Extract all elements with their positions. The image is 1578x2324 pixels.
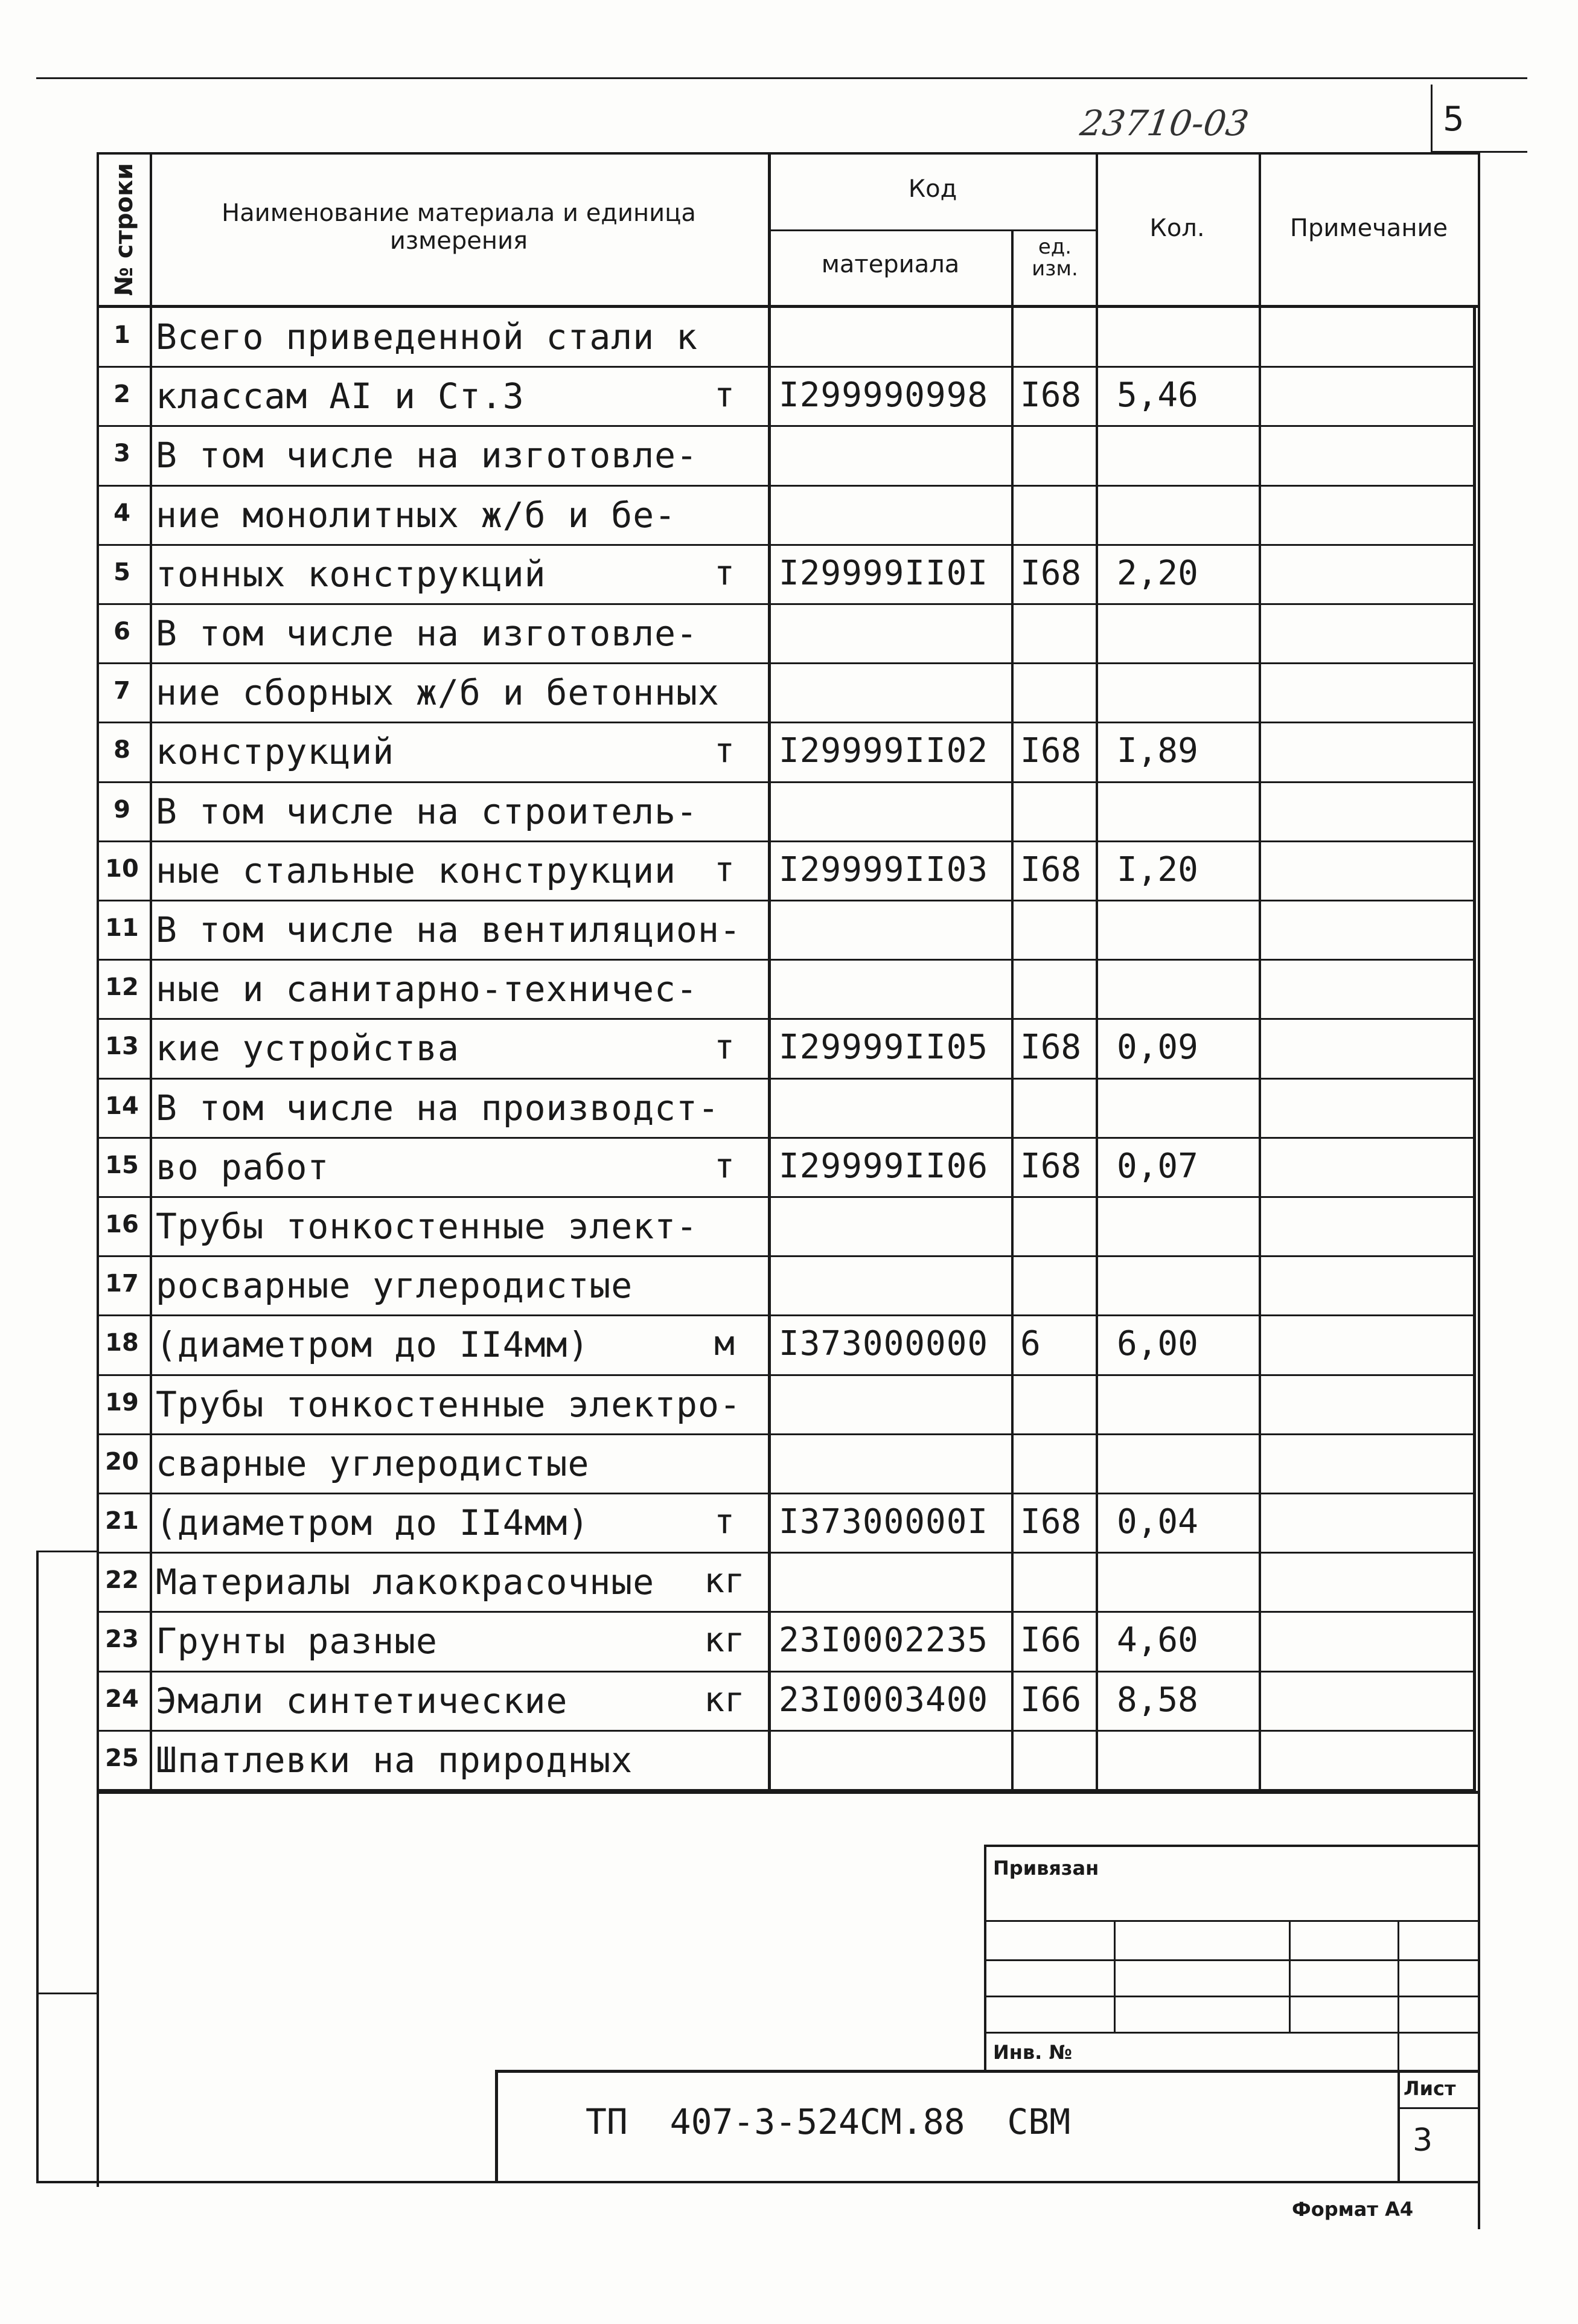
table-row: [0, 1256, 1578, 1316]
table-row: [0, 486, 1578, 545]
row-number: 9: [113, 795, 130, 824]
unit-of-measure: т: [714, 1502, 735, 1541]
tied-grid-line-1: [984, 1920, 1479, 1922]
material-name: Материалы лакокрасочные: [156, 1561, 655, 1603]
material-name: В том числе на строитель-: [156, 790, 698, 832]
header-top-line: [97, 152, 1479, 155]
table-row: [0, 545, 1578, 604]
quantity: 8,58: [1117, 1680, 1198, 1720]
quantity: 5,46: [1117, 376, 1198, 415]
material-name: тонных конструкций: [156, 553, 546, 595]
tied-grid-col-1: [1114, 1920, 1116, 2032]
material-code: 23I0003400: [779, 1680, 989, 1720]
sheet-label: Лист: [1404, 2077, 1456, 2100]
quantity: 6,00: [1117, 1324, 1198, 1364]
row-number: 1: [113, 321, 130, 349]
table-row: [0, 308, 1578, 367]
material-name: (диаметром до II4мм): [156, 1324, 590, 1366]
quantity: I,89: [1117, 731, 1198, 771]
table-row: [0, 426, 1578, 485]
table-row: [0, 783, 1578, 842]
unit-of-measure: т: [714, 1028, 735, 1068]
table-row: [0, 1612, 1578, 1671]
unit-code: I68: [1020, 731, 1082, 771]
tied-box-left: [984, 1845, 986, 2071]
material-code: I29999II05: [779, 1028, 989, 1068]
tied-grid-col-2: [1289, 1920, 1291, 2032]
row-number: 24: [105, 1685, 139, 1713]
unit-code: I68: [1020, 553, 1082, 593]
quantity-header: Кол.: [1149, 214, 1205, 242]
unit-code: 6: [1020, 1324, 1041, 1364]
unit-of-measure: м: [714, 1324, 735, 1364]
unit-code: I68: [1020, 376, 1082, 415]
material-name: ные и санитарно-техничес-: [156, 968, 698, 1010]
tied-grid-line-4: [984, 2032, 1479, 2034]
material-name: Грунты разные: [156, 1621, 438, 1662]
tied-grid-line-2: [984, 1959, 1479, 1961]
note-header: Примечание: [1289, 214, 1448, 242]
table-row: [0, 1375, 1578, 1435]
quantity: 4,60: [1117, 1621, 1198, 1660]
material-code: I299990998: [779, 376, 989, 415]
table-row: [0, 1494, 1578, 1553]
table-row: [0, 723, 1578, 782]
row-number: 3: [113, 440, 130, 468]
binding-strip-mid: [36, 1993, 97, 1994]
table-row: [0, 1316, 1578, 1375]
row-number: 18: [105, 1329, 139, 1357]
material-name: В том числе на изготовле-: [156, 613, 698, 654]
table-row: [0, 1197, 1578, 1256]
table-row: [0, 1019, 1578, 1078]
row-number: 10: [105, 854, 139, 883]
unit-of-measure: кг: [704, 1561, 745, 1601]
material-code-header: материала: [821, 251, 960, 278]
row-number: 25: [105, 1744, 139, 1772]
material-name: Трубы тонкостенные элект-: [156, 1206, 698, 1247]
table-row: [0, 604, 1578, 664]
material-name: кие устройства: [156, 1028, 459, 1069]
material-code: I29999II06: [779, 1146, 989, 1186]
unit-code: I68: [1020, 850, 1082, 889]
quantity: 0,07: [1117, 1146, 1198, 1186]
row-number: 13: [105, 1032, 139, 1061]
name-column-header: Наименование материала и единица измерения: [222, 199, 696, 255]
material-name: росварные углеродистые: [156, 1265, 633, 1307]
unit-of-measure: т: [714, 376, 735, 415]
material-code: 23I0002235: [779, 1621, 989, 1660]
row-number: 4: [113, 499, 130, 527]
doc-box-left: [495, 2070, 498, 2183]
unit-code: I66: [1020, 1621, 1082, 1660]
row-number: 6: [113, 618, 130, 645]
material-name: Шпатлевки на природных: [156, 1739, 633, 1781]
row-number: 2: [113, 380, 130, 409]
tied-label: Привязан: [993, 1857, 1099, 1880]
unit-code: I66: [1020, 1680, 1082, 1720]
unit-of-measure: т: [714, 731, 735, 771]
material-code: I373000000: [779, 1324, 989, 1364]
row-number: 22: [105, 1566, 139, 1595]
quantity: 0,09: [1117, 1028, 1198, 1068]
row-number-header: № строки: [110, 162, 139, 296]
table-row: [0, 664, 1578, 723]
material-name: классам АI и Ст.3: [156, 376, 525, 417]
unit-of-measure: кг: [704, 1621, 745, 1660]
tied-grid-line-3: [984, 1996, 1479, 1997]
row-number: 14: [105, 1092, 139, 1120]
table-row: [0, 367, 1578, 426]
material-name: ные стальные конструкции: [156, 850, 677, 891]
material-name: Эмали синтетические: [156, 1680, 568, 1721]
row-number: 11: [105, 914, 139, 942]
unit-code: I68: [1020, 1146, 1082, 1186]
unit-of-measure: кг: [704, 1680, 745, 1720]
material-name: конструкций: [156, 731, 395, 773]
material-name: ние монолитных ж/б и бе-: [156, 494, 677, 536]
tied-box-top: [984, 1845, 1479, 1847]
material-code: I29999II02: [779, 731, 989, 771]
row-number: 23: [105, 1625, 139, 1654]
table-row: [0, 1672, 1578, 1731]
material-name: ние сборных ж/б и бетонных: [156, 672, 720, 714]
page-number-divider: [1431, 85, 1433, 152]
table-row: [0, 960, 1578, 1019]
material-name: В том числе на вентиляцион-: [156, 909, 741, 950]
sheet-number: 3: [1413, 2122, 1433, 2159]
material-name: Трубы тонкостенные электро-: [156, 1383, 741, 1425]
doc-box-top: [495, 2070, 1479, 2073]
row-number: 19: [105, 1388, 139, 1416]
material-name: Всего приведенной стали к: [156, 316, 698, 357]
sheet-box-divider: [1398, 2107, 1479, 2109]
unit-of-measure: т: [714, 1146, 735, 1186]
row-number: 12: [105, 973, 139, 1002]
bottom-border: [36, 2181, 1479, 2183]
row-number: 16: [105, 1211, 139, 1238]
table-row: [0, 1079, 1578, 1138]
row-number: 8: [113, 736, 130, 764]
binding-strip-top: [36, 1551, 97, 1552]
unit-of-measure: т: [714, 553, 735, 593]
paper-format: [1292, 2198, 1413, 2221]
inventory-number-label: Инв. №: [993, 2041, 1072, 2064]
row-number: 21: [105, 1507, 139, 1535]
material-code: I29999II03: [779, 850, 989, 889]
page-number: 5: [1443, 100, 1465, 139]
table-row: [0, 1553, 1578, 1612]
material-name: (диаметром до II4мм): [156, 1502, 590, 1543]
row-number: 17: [105, 1270, 139, 1298]
archive-stamp: 23710-03: [1078, 103, 1251, 144]
quantity: I,20: [1117, 850, 1198, 889]
material-name: В том числе на производст-: [156, 1087, 720, 1128]
table-row: [0, 1138, 1578, 1197]
code-column-header: Код: [908, 175, 957, 203]
material-code: I29999II0I: [779, 553, 989, 593]
table-row: [0, 901, 1578, 960]
quantity: 0,04: [1117, 1502, 1198, 1541]
unit-of-measure: т: [714, 850, 735, 889]
material-name: В том числе на изготовле-: [156, 435, 698, 476]
table-row: [0, 1731, 1578, 1790]
unit-code: I68: [1020, 1502, 1082, 1541]
unit-code: I68: [1020, 1028, 1082, 1068]
row-number: 5: [113, 558, 130, 586]
row-number: 15: [105, 1151, 139, 1179]
row-number: 7: [113, 677, 130, 705]
material-name: сварные углеродистые: [156, 1442, 590, 1484]
material-code: I37300000I: [779, 1502, 989, 1541]
tied-grid-col-3: [1398, 1920, 1399, 2071]
paper-format-label: Формат: [1292, 2198, 1378, 2221]
binding-strip-left: [36, 1551, 39, 2183]
table-row: [0, 842, 1578, 901]
quantity: 2,20: [1117, 553, 1198, 593]
material-name: во работ: [156, 1146, 330, 1188]
code-subheader-line: [770, 229, 1096, 231]
sheet-box-left: [1398, 2070, 1400, 2183]
table-row: [0, 1435, 1578, 1494]
top-border: [36, 77, 1527, 79]
row-number: 20: [105, 1447, 139, 1476]
table-bottom-line: [97, 1791, 1479, 1794]
paper-format-value: А4: [1385, 2198, 1414, 2221]
unit-code-header: ед. изм.: [1032, 235, 1078, 281]
document-code: ТП 407-3-524СМ.88 СВМ: [586, 2101, 1071, 2142]
